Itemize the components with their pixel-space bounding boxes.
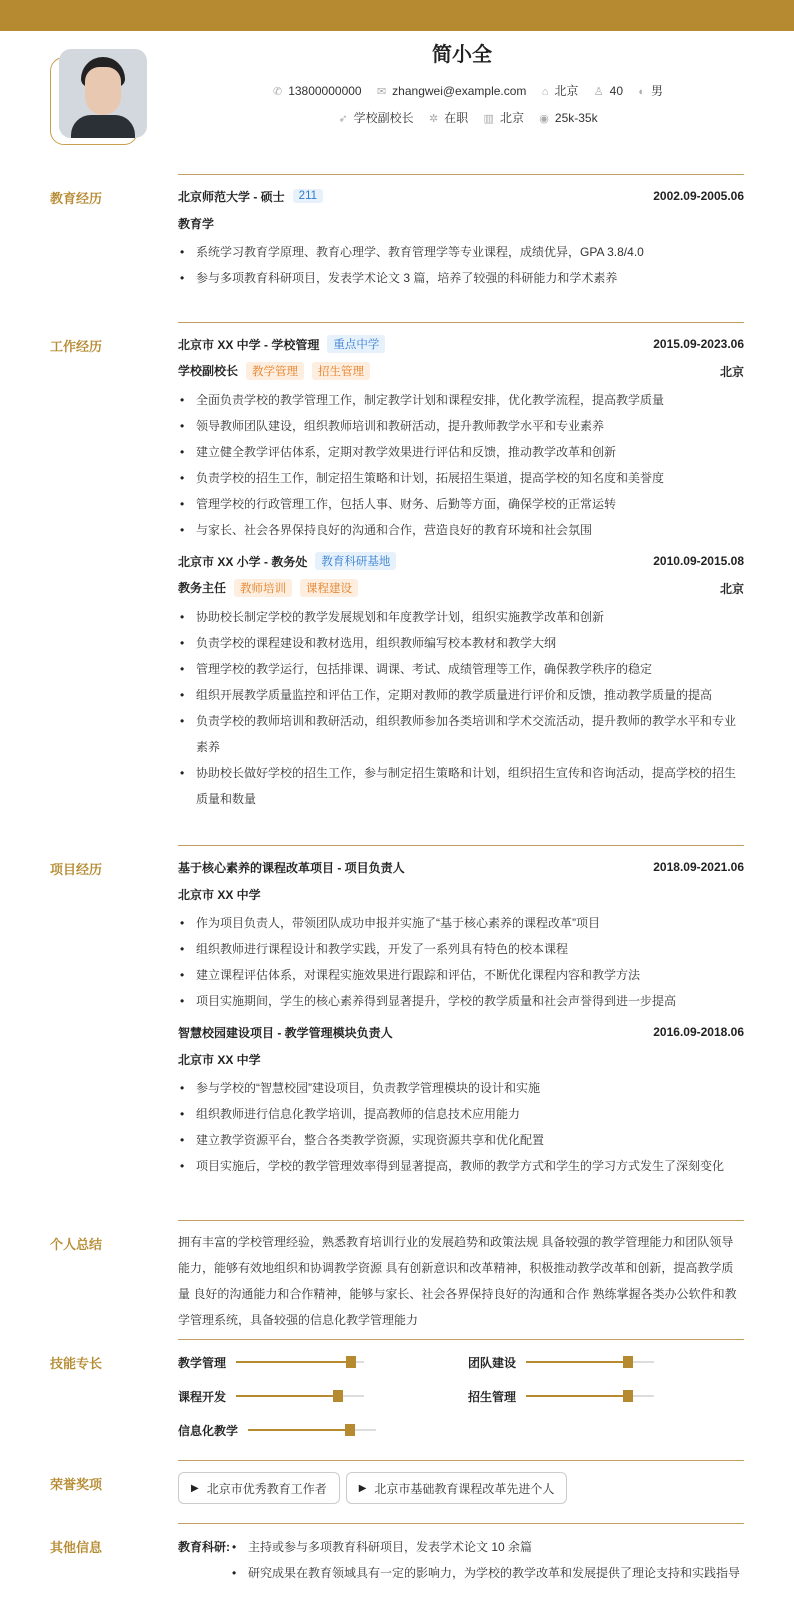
status: 在职 <box>444 111 469 125</box>
entry-header <box>178 859 744 875</box>
role: 学校副校长 <box>178 364 239 378</box>
list-item: • 组织开展教学质量监控和评估工作，定期对教师的教学质量进行评价和反馈，推动教学质量的提高 <box>178 682 744 708</box>
list-item: • 建立健全教学评估体系，定期对教学效果进行评估和反馈，推动教学改革和创新 <box>178 439 744 465</box>
skill-thumb <box>623 1356 633 1368</box>
date: 2018.09-2021.06 <box>653 860 744 874</box>
gender-icon: ◐ <box>638 86 646 98</box>
skill-name: 团队建设 <box>468 1355 517 1370</box>
home-icon: ⌂ <box>541 86 549 98</box>
skill-item <box>178 1387 468 1405</box>
list-item: • 领导教师团队建设，组织教师培训和教研活动，提升教师教学水平和专业素养 <box>178 413 744 439</box>
section-title: 荣誉奖项 <box>50 1477 103 1492</box>
date: 2016.09-2018.06 <box>653 1025 744 1039</box>
role-group <box>178 362 370 380</box>
divider <box>178 174 744 175</box>
summary-text: 拥有丰富的学校管理经验，熟悉教育培训行业的发展趋势和政策法规 具备较强的教学管理能力和团队领导能力，能够有效地组织和协调教学资源 具有创新意识和改革精神，积极推动教学改革和创新，提高教学质量 良好的沟通能力和合作精神，能够与家长、社会各界保持良好的沟通和合作 熟练掌握各类办公软件和教学管理系统，具备较强的信息化教学管理能力 <box>178 1235 737 1327</box>
building-icon: ▥ <box>483 113 494 125</box>
list-item: • 作为项目负责人，带领团队成功申报并实施了“基于核心素养的课程改革”项目 <box>178 910 744 936</box>
major: 教育学 <box>178 216 215 231</box>
city: 北京 <box>719 364 744 379</box>
honor-item: ▶ 北京市基础教育课程改革先进个人 <box>346 1472 568 1504</box>
list-item: • 项目实施后，学校的教学管理效率得到显著提高，教师的教学方式和学生的学习方式发生了深刻变化 <box>178 1153 744 1179</box>
list-item: • 参与学校的“智慧校园”建设项目，负责教学管理模块的设计和实施 <box>178 1075 744 1101</box>
entry-header <box>178 1024 744 1040</box>
company-tag: 重点中学 <box>327 335 385 353</box>
list-item: • 建立教学资源平台，整合各类教学资源，实现资源共享和优化配置 <box>178 1127 744 1153</box>
entry-header <box>178 336 744 352</box>
company: 北京市 XX 小学 - 教务处 <box>178 554 308 569</box>
triangle-icon: ▶ <box>358 1482 367 1494</box>
salary-icon: ◉ <box>539 113 549 125</box>
city: 北京 <box>554 84 579 98</box>
section-title: 教育经历 <box>50 191 103 206</box>
status-icon: ✲ <box>428 113 439 125</box>
divider <box>178 322 744 323</box>
section-title: 技能专长 <box>50 1356 103 1371</box>
skill-thumb <box>623 1390 633 1402</box>
divider <box>178 1339 744 1340</box>
skill-fill <box>236 1395 338 1397</box>
org-row <box>178 885 744 903</box>
email-icon: ✉ <box>376 86 387 98</box>
list-item: • 全面负责学校的教学管理工作，制定教学计划和课程安排，优化教学流程，提高教学质量 <box>178 387 744 413</box>
school-tag: 211 <box>293 189 323 203</box>
honor-item: ▶ 北京市优秀教育工作者 <box>178 1472 340 1504</box>
age: 40 <box>609 84 624 98</box>
phone: 13800000000 <box>288 84 362 98</box>
skill-slider <box>526 1361 654 1363</box>
company-tag: 教育科研基地 <box>315 552 396 570</box>
phone-icon: ✆ <box>272 86 283 98</box>
project-title: 基于核心素养的课程改革项目 - 项目负责人 <box>178 860 405 875</box>
email: zhangwei@example.com <box>392 84 527 98</box>
skill-slider <box>236 1361 364 1363</box>
organization: 北京市 XX 中学 <box>178 887 261 902</box>
candidate-name: 简小全 <box>432 44 492 66</box>
skill-name: 课程开发 <box>178 1389 227 1404</box>
list-item: • 负责学校的招生工作，制定招生策略和计划，拓展招生渠道，提高学校的知名度和美誉度 <box>178 465 744 491</box>
project-entry <box>178 1024 744 1179</box>
divider <box>178 1460 744 1461</box>
section-title: 其他信息 <box>50 1540 103 1555</box>
divider <box>178 845 744 846</box>
list-item: • 协助校长做好学校的招生工作，参与制定招生策略和计划，组织招生宣传和咨询活动，提高学校的招生质量和数量 <box>178 760 744 812</box>
list-item: • 建立课程评估体系，对课程实施效果进行跟踪和评估，不断优化课程内容和教学方法 <box>178 962 744 988</box>
divider <box>178 1523 744 1524</box>
role-group <box>178 579 358 597</box>
entry-title-group <box>178 335 385 353</box>
skill-tag: 课程建设 <box>300 579 358 597</box>
skill-thumb <box>333 1390 343 1402</box>
triangle-icon: ▶ <box>191 1482 199 1494</box>
salary: 25k-35k <box>554 111 598 125</box>
skill-item <box>178 1421 468 1439</box>
entry-title-group <box>178 552 396 570</box>
work-entry <box>178 553 744 812</box>
role-row <box>178 579 744 597</box>
role-row <box>178 362 744 380</box>
gender: 男 <box>651 84 664 98</box>
list-item: • 研究成果在教育领域具有一定的影响力，为学校的教学改革和发展提供了理论支持和实践指导 <box>230 1560 744 1586</box>
top-accent-bar <box>0 0 794 31</box>
entry-header <box>178 553 744 569</box>
company: 北京市 XX 中学 - 学校管理 <box>178 337 320 352</box>
list-item: • 组织教师进行信息化教学培训，提高教师的信息技术应用能力 <box>178 1101 744 1127</box>
skill-item <box>468 1387 748 1405</box>
list-item: • 管理学校的行政管理工作，包括人事、财务、后勤等方面，确保学校的正常运转 <box>178 491 744 517</box>
skill-tag: 教师培训 <box>234 579 292 597</box>
list-item: • 项目实施期间，学生的核心素养得到显著提升，学校的教学质量和社会声誉得到进一步提高 <box>178 988 744 1014</box>
skill-item <box>178 1353 468 1371</box>
section-title: 个人总结 <box>50 1237 103 1252</box>
skill-thumb <box>345 1424 355 1436</box>
skill-fill <box>236 1361 351 1363</box>
list-item: • 主持或参与多项教育科研项目，发表学术论文 10 余篇 <box>230 1534 744 1560</box>
list-item: • 负责学校的教师培训和教研活动，组织教师参加各类培训和学术交流活动，提升教师的教学水平和专业素养 <box>178 708 744 760</box>
skill-name: 教学管理 <box>178 1355 227 1370</box>
city: 北京 <box>719 581 744 596</box>
list-item: • 与家长、社会各界保持良好的沟通和合作，营造良好的教育环境和社会氛围 <box>178 517 744 543</box>
job-intent-row <box>130 109 794 126</box>
list-item: • 参与多项教育科研项目，发表学术论文 3 篇，培养了较强的科研能力和学术素养 <box>178 265 744 291</box>
section-title: 工作经历 <box>50 339 103 354</box>
date: 2015.09-2023.06 <box>653 337 744 351</box>
send-icon: ➶ <box>338 113 348 125</box>
skill-fill <box>248 1429 350 1431</box>
list-item: • 组织教师进行课程设计和教学实践，开发了一系列具有特色的校本课程 <box>178 936 744 962</box>
skill-tag: 教学管理 <box>246 362 304 380</box>
list-item: • 协助校长制定学校的教学发展规划和年度教学计划，组织实施教学改革和创新 <box>178 604 744 630</box>
date: 2002.09-2005.06 <box>653 189 744 203</box>
list-item: • 负责学校的课程建设和教材选用，组织教师编写校本教材和教学大纲 <box>178 630 744 656</box>
school: 北京师范大学 - 硕士 <box>178 189 285 204</box>
org-row <box>178 1050 744 1068</box>
section-title: 项目经历 <box>50 862 103 877</box>
skill-fill <box>526 1361 628 1363</box>
project-entry <box>178 859 744 1014</box>
position: 学校副校长 <box>353 111 414 125</box>
list-item: • 管理学校的教学运行，包括排课、调课、考试、成绩管理等工作，确保教学秩序的稳定 <box>178 656 744 682</box>
skill-slider <box>236 1395 364 1397</box>
organization: 北京市 XX 中学 <box>178 1052 261 1067</box>
list-item: • 系统学习教育学原理、教育心理学、教育管理学等专业课程，成绩优异，GPA 3.8/4.0 <box>178 239 744 265</box>
skill-slider <box>526 1395 654 1397</box>
skill-thumb <box>346 1356 356 1368</box>
project-title: 智慧校园建设项目 - 教学管理模块负责人 <box>178 1025 393 1040</box>
skill-tag: 招生管理 <box>312 362 370 380</box>
target-city: 北京 <box>499 111 524 125</box>
skill-name: 招生管理 <box>468 1389 517 1404</box>
age-icon: ♙ <box>593 86 604 98</box>
contact-row <box>130 82 794 99</box>
divider <box>178 1220 744 1221</box>
skill-item <box>468 1353 748 1371</box>
skill-name: 信息化教学 <box>178 1423 239 1438</box>
skill-fill <box>526 1395 628 1397</box>
date: 2010.09-2015.08 <box>653 554 744 568</box>
skill-slider <box>248 1429 376 1431</box>
work-entry <box>178 336 744 543</box>
other-key: 教育科研: <box>178 1540 230 1554</box>
role: 教务主任 <box>178 581 227 595</box>
